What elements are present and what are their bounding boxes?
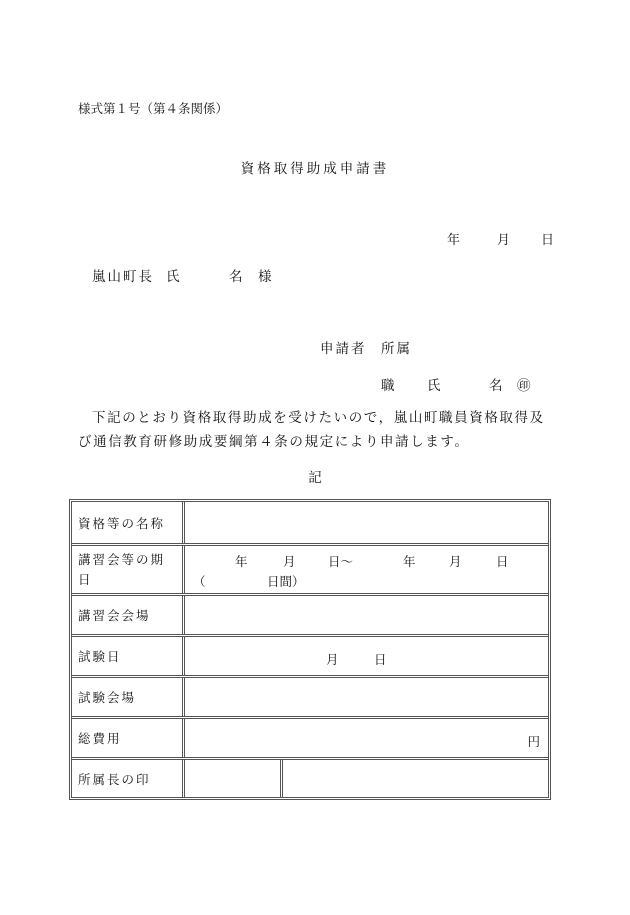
date-month: 月 bbox=[497, 233, 511, 248]
qualification-field[interactable] bbox=[185, 502, 548, 543]
qualification-label: 資格等の名称 bbox=[72, 502, 185, 543]
exam-day: 日 bbox=[374, 652, 387, 667]
period-days-label: 日間） bbox=[267, 574, 305, 589]
row-total-cost bbox=[72, 716, 548, 757]
date-year: 年 bbox=[447, 233, 461, 248]
venue-label: 講習会会場 bbox=[72, 596, 185, 634]
exam-date-label: 試験日 bbox=[72, 637, 185, 675]
exam-venue-label: 試験会場 bbox=[72, 678, 185, 716]
seal-mark: ㊞ bbox=[517, 378, 531, 394]
row-exam-venue bbox=[72, 675, 548, 716]
period-label bbox=[72, 546, 185, 593]
period-month-2: 月 bbox=[449, 554, 462, 569]
period-day-1: 日～ bbox=[328, 554, 354, 569]
addressee-mei: 名 bbox=[229, 269, 245, 285]
exam-month: 月 bbox=[326, 652, 339, 667]
venue-field[interactable] bbox=[185, 596, 548, 634]
row-venue bbox=[72, 593, 548, 634]
row-qualification bbox=[72, 502, 548, 543]
period-year-2: 年 bbox=[403, 554, 416, 569]
seal-box-left[interactable] bbox=[185, 760, 283, 797]
body-line-2: び通信教育研修助成要綱第４条の規定により申請します。 bbox=[78, 434, 470, 450]
applicant-mei: 名 bbox=[489, 378, 503, 394]
body-line-1: 下記のとおり資格取得助成を受けたいので，嵐山町職員資格取得及 bbox=[92, 410, 545, 426]
period-label-line-1: 講習会等の期 bbox=[78, 551, 166, 567]
date-day: 日 bbox=[541, 233, 555, 248]
applicant-affiliation: 所属 bbox=[381, 341, 412, 357]
period-year-1: 年 bbox=[235, 554, 248, 569]
form-number: 様式第１号（第４条関係） bbox=[78, 101, 229, 116]
yen-unit: 円 bbox=[527, 734, 540, 749]
applicant-position: 職 bbox=[381, 378, 395, 394]
ki-heading: 記 bbox=[308, 470, 322, 486]
total-cost-label: 総費用 bbox=[72, 719, 185, 757]
application-form-table bbox=[69, 499, 551, 800]
applicant-label: 申請者 bbox=[320, 341, 367, 357]
body-text bbox=[78, 406, 562, 454]
period-open-paren: （ bbox=[193, 574, 206, 589]
period-month-1: 月 bbox=[283, 554, 296, 569]
exam-venue-field[interactable] bbox=[185, 678, 548, 716]
addressee-sama: 様 bbox=[258, 269, 274, 285]
seal-field bbox=[185, 760, 548, 797]
period-field[interactable] bbox=[185, 546, 548, 593]
document-title: 資格取得助成申請書 bbox=[240, 161, 390, 177]
period-label-line-2: 日 bbox=[78, 571, 93, 587]
row-seal bbox=[72, 757, 548, 797]
period-day-2: 日 bbox=[496, 554, 509, 569]
seal-label: 所属長の印 bbox=[72, 760, 185, 797]
row-period bbox=[72, 543, 548, 593]
total-cost-field[interactable] bbox=[185, 719, 548, 757]
addressee-title: 嵐山町長 bbox=[92, 269, 154, 285]
row-exam-date bbox=[72, 634, 548, 675]
exam-date-field[interactable] bbox=[185, 637, 548, 675]
addressee-shi: 氏 bbox=[166, 269, 182, 285]
applicant-shi: 氏 bbox=[427, 378, 441, 394]
